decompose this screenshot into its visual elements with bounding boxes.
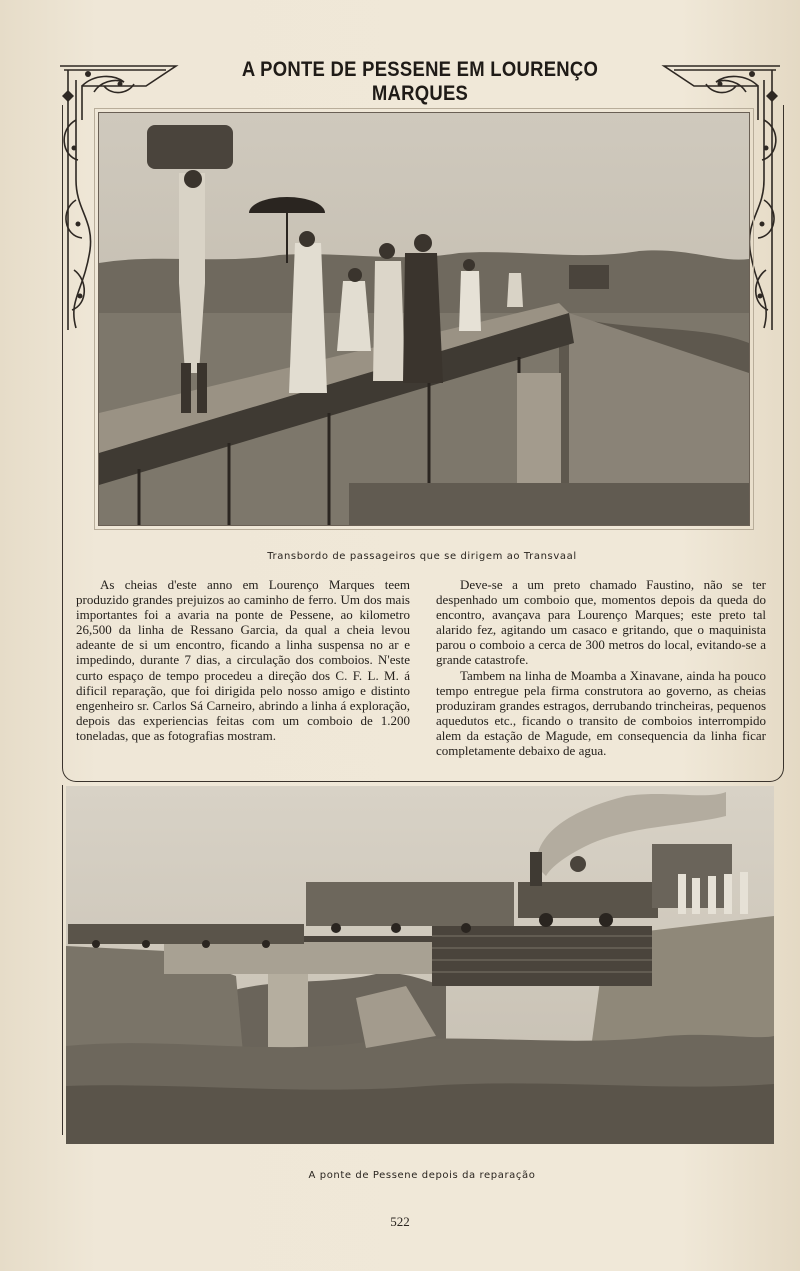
bottom-photo-rule [62,785,63,1135]
right-text-column [436,577,766,758]
bottom-photo-caption: A ponte de Pessene depois da reparação [308,1170,536,1181]
left-paragraph-1: As cheias d'este anno em Lourenço Marques teem produzido grandes prejuizos ao caminho de ferro. Um dos mais importantes foi a avaria na ponte de Pessene, ao kilometro 26,500 da linha de Ressano Garcia, da qual a cheia levou adeante de si um encontro, ficando a linha suspensa no ar e impedindo, durante 7 dias, a circulação dos comboios. N'este curto espaço de tempo procedeu a direção dos C. F. L. M. á dificil reparação, que foi dirigida pelo nosso amigo e distinto engenheiro sr. Carlos Sá Carneiro, abrindo a linha á exploração, depois das experiencias feitas com um comboio de 1.200 toneladas, que as fotografias mostram. [76,577,410,743]
page-number: 522 [390,1214,410,1229]
right-paragraph-2: Tambem na linha de Moamba a Xinavane, ainda ha pouco tempo entregue pela firma construtora ao governo, as cheias produziram grandes estragos, derrubando trincheiras, pequenos aquedutos etc., ficando o transito de comboios interrompido alem da estação de Magude, em consequencia da linha ficar completamente debaixo de agua. [436,667,766,759]
right-paragraph-1: Deve-se a um preto chamado Faustino, não se ter despenhado um comboio que, momentos depois da queda do encontro, avançava para Lourenço Marques; este preto tal alarido fez, agitando um casaco e gritando, que o maquinista parou o comboio a cerca de 300 metros do local, evitando-se a grande catastrofe. [436,577,766,668]
top-photo-caption: Transbordo de passageiros que se dirigem ao Transvaal [267,551,577,562]
repaired-bridge-photo [66,786,774,1144]
article-title: A PONTE DE PESSENE EM LOURENÇO MARQUES [241,58,599,105]
left-text-column [76,577,410,743]
passenger-transfer-photo [98,112,750,526]
